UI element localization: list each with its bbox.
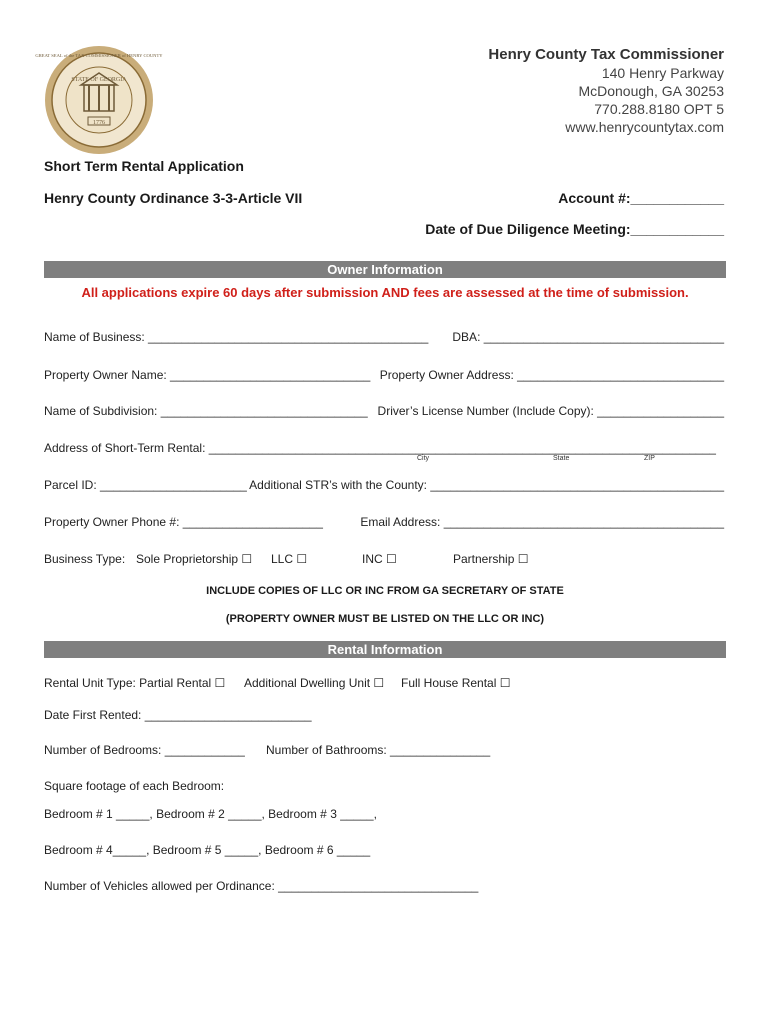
website-link[interactable]: www.henrycountytax.com: [565, 119, 724, 135]
rental-info-heading: Rental Information: [44, 641, 726, 658]
county-seal-logo: [35, 45, 163, 155]
bedroom-row-1-fields[interactable]: Bedroom # 1 _____, Bedroom # 2 _____, Bedroom # 3 _____,: [44, 807, 377, 821]
expiry-warning: All applications expire 60 days after submission AND fees are assessed at the time of submission.: [81, 285, 689, 300]
seal-ring-text: GREAT SEAL of the TAX COMMISSIONER of HENRY COUNTY: [35, 53, 163, 58]
business-type-label: Business Type:: [44, 552, 126, 566]
sqft-label: Square footage of each Bedroom:: [44, 779, 225, 793]
date-first-rented-field[interactable]: Date First Rented: _________________________: [44, 708, 312, 722]
account-field[interactable]: Account #:____________: [558, 190, 724, 206]
full-house-checkbox[interactable]: Full House Rental ☐: [401, 676, 511, 690]
zip-label: ZIP: [644, 455, 655, 462]
inc-checkbox[interactable]: INC ☐: [362, 552, 397, 566]
owner-name-field[interactable]: Property Owner Name: ______________________________: [44, 368, 371, 382]
form-title: Short Term Rental Application: [44, 158, 244, 174]
org-name: Henry County Tax Commissioner: [488, 46, 724, 63]
owner-info-heading: Owner Information: [44, 261, 726, 278]
secretary-of-state-note: INCLUDE COPIES OF LLC OR INC FROM GA SECRETARY OF STATE: [206, 585, 564, 597]
header-contact: [488, 46, 724, 136]
seal-state-text: STATE OF GEORGIA: [71, 77, 127, 83]
license-field[interactable]: Driver’s License Number (Include Copy): ___________________: [377, 404, 724, 418]
sole-proprietorship-checkbox[interactable]: Sole Proprietorship ☐: [136, 552, 253, 566]
subdivision-field[interactable]: Name of Subdivision: _______________________________: [44, 404, 368, 418]
owner-phone-field[interactable]: Property Owner Phone #: _____________________: [44, 515, 323, 529]
bathrooms-field[interactable]: Number of Bathrooms: _______________: [266, 743, 491, 757]
additional-str-field[interactable]: Additional STR’s with the County: ____________________________________________: [249, 478, 724, 492]
phone-number: 770.288.8180 OPT 5: [594, 101, 724, 117]
address-line-1: 140 Henry Parkway: [601, 65, 724, 81]
address-line-2: McDonough, GA 30253: [578, 83, 724, 99]
additional-dwelling-checkbox[interactable]: Additional Dwelling Unit ☐: [244, 676, 385, 690]
vehicles-field[interactable]: Number of Vehicles allowed per Ordinance: ______________________________: [44, 879, 479, 893]
email-field[interactable]: Email Address: __________________________________________: [360, 515, 724, 529]
bedrooms-field[interactable]: Number of Bedrooms: ____________: [44, 743, 245, 757]
business-name-field[interactable]: Name of Business: __________________________________________: [44, 330, 429, 344]
llc-checkbox[interactable]: LLC ☐: [271, 552, 308, 566]
parcel-id-field[interactable]: Parcel ID: ______________________: [44, 478, 247, 492]
partnership-checkbox[interactable]: Partnership ☐: [453, 552, 529, 566]
bedroom-row-2-fields[interactable]: Bedroom # 4_____, Bedroom # 5 _____, Bedroom # 6 _____: [44, 843, 371, 857]
owner-address-field[interactable]: Property Owner Address: _______________________________: [379, 368, 724, 382]
owner-listed-note: (PROPERTY OWNER MUST BE LISTED ON THE LLC OR INC): [225, 613, 545, 625]
dba-field[interactable]: DBA: ____________________________________: [452, 330, 724, 344]
city-label: City: [417, 455, 430, 462]
due-diligence-field[interactable]: Date of Due Diligence Meeting:____________: [425, 221, 724, 237]
rental-address-field[interactable]: Address of Short-Term Rental: ____________________________________________________________________________: [44, 441, 716, 455]
partial-rental-checkbox[interactable]: Rental Unit Type: Partial Rental ☐: [44, 676, 226, 690]
ordinance-title: Henry County Ordinance 3-3-Article VII: [44, 190, 303, 206]
seal-year: 1776: [93, 120, 105, 126]
state-label: State: [553, 455, 570, 462]
